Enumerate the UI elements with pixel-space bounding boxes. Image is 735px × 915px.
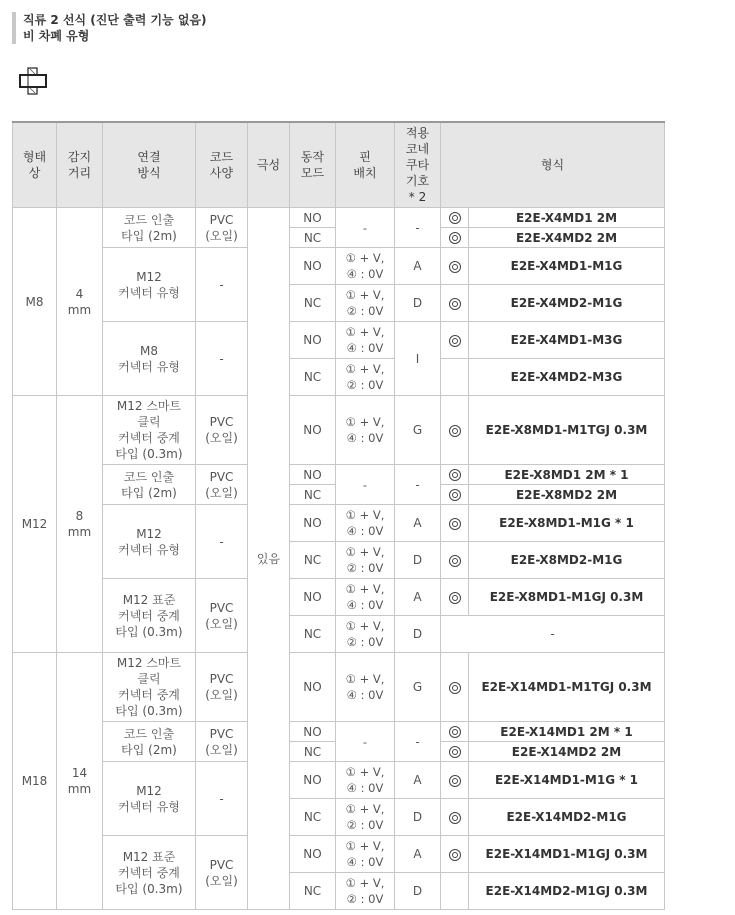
double-circle-icon [449,469,461,481]
cord-cell: - [196,762,248,836]
connection-cell: M12 커넥터 유형 [103,505,196,579]
double-circle-icon [449,212,461,224]
mark-cell [441,359,469,396]
header-mode: 동작 모드 [290,122,336,208]
double-circle-icon [449,425,461,437]
table-row [13,396,665,465]
model-cell: E2E-X4MD1 2M [469,208,665,228]
connection-cell: M12 표준 커넥터 중계 타입 (0.3m) [103,579,196,653]
mode-cell: NO [290,722,336,742]
mode-cell: NO [290,396,336,465]
mode-cell: NC [290,485,336,505]
double-circle-icon [449,518,461,530]
table-row [13,322,665,359]
mark-cell [441,322,469,359]
model-cell: E2E-X14MD1-M1G * 1 [469,762,665,799]
header-row [13,122,665,208]
unshielded-sensor-icon [18,67,48,95]
header-shape: 형태 상 [13,122,57,208]
mode-cell: NC [290,359,336,396]
connector-code-cell: A [395,836,441,873]
connector-code-cell: D [395,799,441,836]
pin-cell: ① + V, ④ : 0V [336,396,395,465]
cord-cell: PVC (오일) [196,722,248,762]
connection-cell: M12 스마트 클릭 커넥터 중계 타입 (0.3m) [103,396,196,465]
model-cell: E2E-X4MD1-M3G [469,322,665,359]
model-cell: E2E-X8MD1-M1GJ 0.3M [469,579,665,616]
pin-cell: - [336,722,395,762]
cord-cell: PVC (오일) [196,653,248,722]
double-circle-icon [449,682,461,694]
connection-cell: M12 표준 커넥터 중계 타입 (0.3m) [103,836,196,910]
double-circle-icon [449,849,461,861]
cord-cell: - [196,505,248,579]
heading-subtitle: 비 차폐 유형 [23,29,90,43]
mode-cell: NO [290,208,336,228]
heading-title: 직류 2 선식 (진단 출력 기능 없음) [23,13,207,27]
model-cell: E2E-X4MD1-M1G [469,248,665,285]
connector-code-cell: G [395,396,441,465]
double-circle-icon [449,555,461,567]
mode-cell: NO [290,762,336,799]
double-circle-icon [449,726,461,738]
header-polarity: 극성 [248,122,290,208]
pin-cell: - [336,465,395,505]
model-cell: E2E-X4MD2-M3G [469,359,665,396]
double-circle-icon [449,232,461,244]
model-cell: - [441,616,665,653]
pin-cell: ① + V, ④ : 0V [336,505,395,542]
connector-code-cell: - [395,722,441,762]
mark-cell [441,722,469,742]
mark-cell [441,579,469,616]
mark-cell [441,228,469,248]
connection-cell: M12 커넥터 유형 [103,248,196,322]
mark-cell [441,465,469,485]
cord-cell: - [196,322,248,396]
table-row [13,505,665,542]
double-circle-icon [449,489,461,501]
model-cell: E2E-X8MD1-M1TGJ 0.3M [469,396,665,465]
mode-cell: NC [290,873,336,910]
model-cell: E2E-X8MD2-M1G [469,542,665,579]
polarity-cell: 있음 [248,208,290,910]
table-row [13,762,665,799]
header-model: 형식 [441,122,665,208]
model-cell: E2E-X8MD1-M1G * 1 [469,505,665,542]
table-row [13,836,665,873]
cord-cell: PVC (오일) [196,396,248,465]
distance-cell: 4 mm [57,208,103,396]
mode-cell: NO [290,653,336,722]
mode-cell: NC [290,285,336,322]
double-circle-icon [449,746,461,758]
connection-cell: 코드 인출 타입 (2m) [103,722,196,762]
double-circle-icon [449,261,461,273]
table-row [13,579,665,616]
mark-cell [441,248,469,285]
pin-cell: ① + V, ④ : 0V [336,836,395,873]
pin-cell: ① + V, ② : 0V [336,873,395,910]
pin-cell: ① + V, ② : 0V [336,359,395,396]
mark-cell [441,762,469,799]
table-row [13,653,665,722]
connector-code-cell: A [395,762,441,799]
mode-cell: NC [290,616,336,653]
connector-code-cell: A [395,248,441,285]
double-circle-icon [449,812,461,824]
pin-cell: ① + V, ④ : 0V [336,579,395,616]
connector-code-cell: D [395,616,441,653]
model-cell: E2E-X14MD1-M1GJ 0.3M [469,836,665,873]
table-row [13,722,665,742]
mode-cell: NC [290,742,336,762]
cord-cell: PVC (오일) [196,836,248,910]
header-pins: 핀 배치 [336,122,395,208]
connector-code-cell: - [395,208,441,248]
header-distance: 감지 거리 [57,122,103,208]
double-circle-icon [449,335,461,347]
pin-cell: ① + V, ④ : 0V [336,248,395,285]
connector-code-cell: A [395,579,441,616]
mark-cell [441,485,469,505]
pin-cell: - [336,208,395,248]
table-row [13,465,665,485]
cord-cell: PVC (오일) [196,579,248,653]
header-connector-code: 적용 코네 쿠타 기호 * 2 [395,122,441,208]
connector-code-cell: D [395,873,441,910]
connection-cell: M8 커넥터 유형 [103,322,196,396]
mode-cell: NO [290,579,336,616]
mode-cell: NO [290,836,336,873]
double-circle-icon [449,298,461,310]
model-cell: E2E-X14MD1-M1TGJ 0.3M [469,653,665,722]
mode-cell: NO [290,248,336,285]
connection-cell: M12 커넥터 유형 [103,762,196,836]
connector-code-cell: I [395,322,441,396]
shape-cell: M18 [13,653,57,910]
connector-code-cell: D [395,542,441,579]
header-connection: 연결 방식 [103,122,196,208]
model-cell: E2E-X14MD2-M1G [469,799,665,836]
mark-cell [441,542,469,579]
cord-cell: PVC (오일) [196,465,248,505]
pin-cell: ① + V, ② : 0V [336,542,395,579]
mark-cell [441,799,469,836]
shape-cell: M12 [13,396,57,653]
connection-cell: M12 스마트 클릭 커넥터 중계 타입 (0.3m) [103,653,196,722]
pin-cell: ① + V, ④ : 0V [336,322,395,359]
mode-cell: NC [290,799,336,836]
pin-cell: ① + V, ② : 0V [336,616,395,653]
mark-cell [441,836,469,873]
mark-cell [441,505,469,542]
model-cell: E2E-X4MD2-M1G [469,285,665,322]
mark-cell [441,742,469,762]
pin-cell: ① + V, ④ : 0V [336,653,395,722]
mode-cell: NC [290,542,336,579]
mode-cell: NO [290,505,336,542]
table-row [13,208,665,228]
section-heading [12,12,207,44]
mark-cell [441,285,469,322]
connection-cell: 코드 인출 타입 (2m) [103,208,196,248]
spec-table [12,121,665,910]
model-cell: E2E-X4MD2 2M [469,228,665,248]
model-cell: E2E-X14MD2-M1GJ 0.3M [469,873,665,910]
mode-cell: NO [290,322,336,359]
distance-cell: 8 mm [57,396,103,653]
cord-cell: - [196,248,248,322]
header-cord: 코드 사양 [196,122,248,208]
connector-code-cell: G [395,653,441,722]
model-cell: E2E-X8MD1 2M * 1 [469,465,665,485]
mode-cell: NC [290,228,336,248]
connection-cell: 코드 인출 타입 (2m) [103,465,196,505]
mark-cell [441,396,469,465]
connector-code-cell: D [395,285,441,322]
connector-code-cell: - [395,465,441,505]
mode-cell: NO [290,465,336,485]
pin-cell: ① + V, ④ : 0V [336,762,395,799]
model-cell: E2E-X14MD2 2M [469,742,665,762]
model-cell: E2E-X14MD1 2M * 1 [469,722,665,742]
mark-cell [441,653,469,722]
cord-cell: PVC (오일) [196,208,248,248]
table-row [13,248,665,285]
shape-cell: M8 [13,208,57,396]
distance-cell: 14 mm [57,653,103,910]
pin-cell: ① + V, ② : 0V [336,799,395,836]
connector-code-cell: A [395,505,441,542]
pin-cell: ① + V, ② : 0V [336,285,395,322]
model-cell: E2E-X8MD2 2M [469,485,665,505]
mark-cell [441,873,469,910]
double-circle-icon [449,592,461,604]
mark-cell [441,208,469,228]
double-circle-icon [449,775,461,787]
